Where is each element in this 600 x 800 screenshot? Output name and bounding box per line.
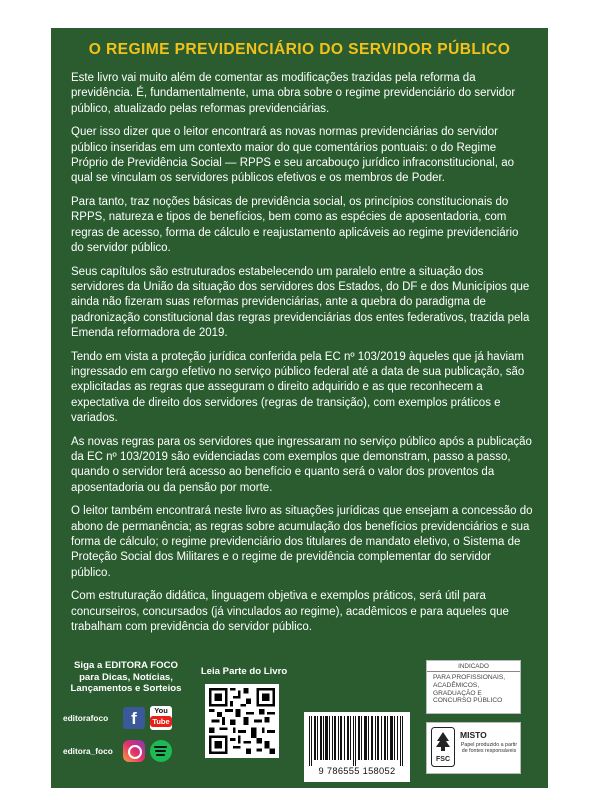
youtube-tube-text: Tube xyxy=(150,716,172,727)
read-sample-label: Leia Parte do Livro xyxy=(200,666,288,677)
qr-code-graphic xyxy=(209,688,275,754)
social-row-instagram xyxy=(63,740,172,762)
fsc-description: Papel produzido a partir de fontes responsáveis xyxy=(460,742,518,755)
instagram-icon[interactable] xyxy=(123,740,145,762)
paragraph-3: Para tanto, traz noções básicas de previdência social, os princípios constitucionais do RPPS, natureza e tipos de benefícios, bem como as espécies de aposentadoria, com regras de acesso, forma de cálculo e reajustamento aplicáveis ao regime previdenciário do servidor público. xyxy=(71,196,519,254)
recommendation-header: INDICADO xyxy=(427,661,520,672)
paragraph-8: Com estruturação didática, linguagem objetiva e exemplos práticos, será útil para concurseiros, concursados (já vinculados ao regime), acadêmicos e para aqueles que trabalham com previdência do servidor público. xyxy=(71,590,509,633)
follow-line-3: Lançamentos e Sorteios xyxy=(70,683,182,694)
synopsis xyxy=(71,71,533,644)
spotify-icon[interactable] xyxy=(150,740,172,762)
recommendation-line-3: GRADUAÇÃO E xyxy=(433,689,482,697)
recommendation-line-1: PARA PROFISSIONAIS, xyxy=(433,674,506,681)
facebook-handle: editorafoco xyxy=(63,713,109,723)
fsc-label: MISTO xyxy=(460,730,487,740)
paragraph-2: Quer isso dizer que o leitor encontrará as novas normas previdenciárias do servidor público inseridas em um contexto maior do que comentários pontuais: o do Regime Próprio de Previdência Social — RPPS e seu arcabouço jurídico infraconstitucional, ao qual se vinculam os servidores públicos efetivos e os membros de Poder. xyxy=(71,126,514,185)
instagram-handle: editora_foco xyxy=(63,746,113,756)
recommendation-body xyxy=(427,672,520,705)
promo-section xyxy=(51,654,548,788)
facebook-icon[interactable]: f xyxy=(123,707,145,729)
qr-code[interactable] xyxy=(205,684,279,758)
recommendation-line-4: CONCURSO PÚBLICO xyxy=(433,697,503,705)
fsc-logo-icon xyxy=(431,727,455,767)
social-row-facebook xyxy=(63,706,172,730)
follow-text xyxy=(66,660,186,695)
paragraph-7: O leitor também encontrará neste livro as situações jurídicas que ensejam a concessão do abono de permanência; as regras sobre acumulação dos benefícios previdenciários e sua forma de cálculo; o regime previdenciário dos titulares de mandato eletivo, o Sistema de Proteção Social dos Militares e o regime de previdência complementar do servidor público. xyxy=(71,505,533,579)
paragraph-1: Este livro vai muito além de comentar as modificações trazidas pela reforma da previdência. É, fundamentalmente, uma obra sobre o regime previdenciário do servidor público, atualizado pelas reformas previdenciárias. xyxy=(71,72,516,115)
youtube-you-text: You xyxy=(154,706,168,715)
recommendation-line-2: ACADÊMICOS, xyxy=(433,681,480,689)
book-title: O REGIME PREVIDENCIÁRIO DO SERVIDOR PÚBLICO xyxy=(88,41,511,58)
fsc-box xyxy=(426,722,521,774)
fsc-logo-text: FSC xyxy=(436,756,450,763)
paragraph-4: Seus capítulos são estruturados estabelecendo um paralelo entre a situação dos servidores da União da situação dos servidores dos Estados, do DF e dos Municípios que ainda não fizeram suas reformas previdenciárias, ante a quebra do paradigma de padronização constitucional das regras previdenciárias dos entes federativos, trazida pela Emenda reformadora de 2019. xyxy=(71,265,530,339)
paragraph-5: Tendo em vista a proteção jurídica conferida pela EC nº 103/2019 àqueles que já haviam ingressado em cargo efetivo no serviço público federal até a data de sua publicação, são explicitadas as regras que asseguram o direito adquirido e as que reconhecem a expectativa de direito dos servidores (regras de transição), com exemplos práticos e variados. xyxy=(71,350,525,424)
youtube-icon[interactable] xyxy=(150,706,172,730)
barcode-number: 9 786555 158052 xyxy=(318,766,396,776)
follow-line-2: para Dicas, Notícias, xyxy=(79,671,173,683)
barcode xyxy=(304,712,410,782)
back-cover xyxy=(51,28,548,788)
barcode-bars xyxy=(309,716,405,766)
follow-line-1: Siga a EDITORA FOCO xyxy=(74,660,178,671)
paragraph-6: As novas regras para os servidores que ingressaram no serviço público após a publicação da EC nº 103/2019 são evidenciadas com exemplos que demonstram, passo a passo, quando o servidor terá acesso ao benefício e quanto será o valor dos proventos da aposentadoria ou da pensão por morte. xyxy=(71,435,532,494)
recommendation-box xyxy=(426,660,521,714)
